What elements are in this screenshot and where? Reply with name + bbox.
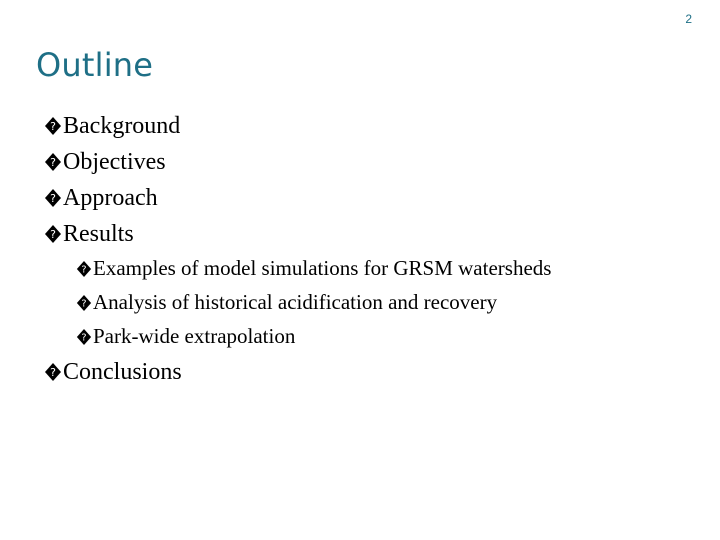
bullet-item — [44, 148, 551, 176]
bullet-list — [44, 112, 551, 394]
bullet-text: Approach — [63, 185, 158, 211]
bullet-item — [44, 220, 551, 248]
missing-glyph-bullet-icon — [76, 328, 92, 346]
svg-text:?: ? — [50, 120, 56, 133]
svg-text:?: ? — [81, 298, 87, 310]
bullet-item — [44, 112, 551, 140]
missing-glyph-bullet-icon — [44, 224, 62, 244]
sub-bullet-text: Examples of model simulations for GRSM watersheds — [93, 256, 552, 280]
svg-text:?: ? — [50, 156, 56, 169]
sub-bullet-item — [44, 290, 551, 314]
missing-glyph-bullet-icon — [44, 116, 62, 136]
missing-glyph-bullet-icon — [44, 362, 62, 382]
sub-bullet-text: Analysis of historical acidification and recovery — [93, 290, 498, 314]
svg-text:?: ? — [50, 228, 56, 241]
sub-bullet-text: Park-wide extrapolation — [93, 324, 296, 348]
sub-bullet-item — [44, 324, 551, 348]
bullet-text: Background — [63, 113, 181, 139]
missing-glyph-bullet-icon — [44, 188, 62, 208]
sub-bullet-group — [44, 256, 551, 348]
bullet-text: Objectives — [63, 149, 166, 175]
svg-text:?: ? — [50, 366, 56, 379]
page-number: 2 — [685, 12, 692, 26]
bullet-item — [44, 184, 551, 212]
svg-text:?: ? — [50, 192, 56, 205]
bullet-text: Results — [63, 221, 134, 247]
missing-glyph-bullet-icon — [44, 152, 62, 172]
missing-glyph-bullet-icon — [76, 294, 92, 312]
slide-title: Outline — [36, 46, 154, 84]
svg-text:?: ? — [81, 332, 87, 344]
sub-bullet-item — [44, 256, 551, 280]
bullet-item — [44, 358, 551, 386]
svg-text:?: ? — [81, 264, 87, 276]
bullet-text: Conclusions — [63, 359, 182, 385]
sub-bullet-list — [44, 256, 551, 348]
missing-glyph-bullet-icon — [76, 260, 92, 278]
